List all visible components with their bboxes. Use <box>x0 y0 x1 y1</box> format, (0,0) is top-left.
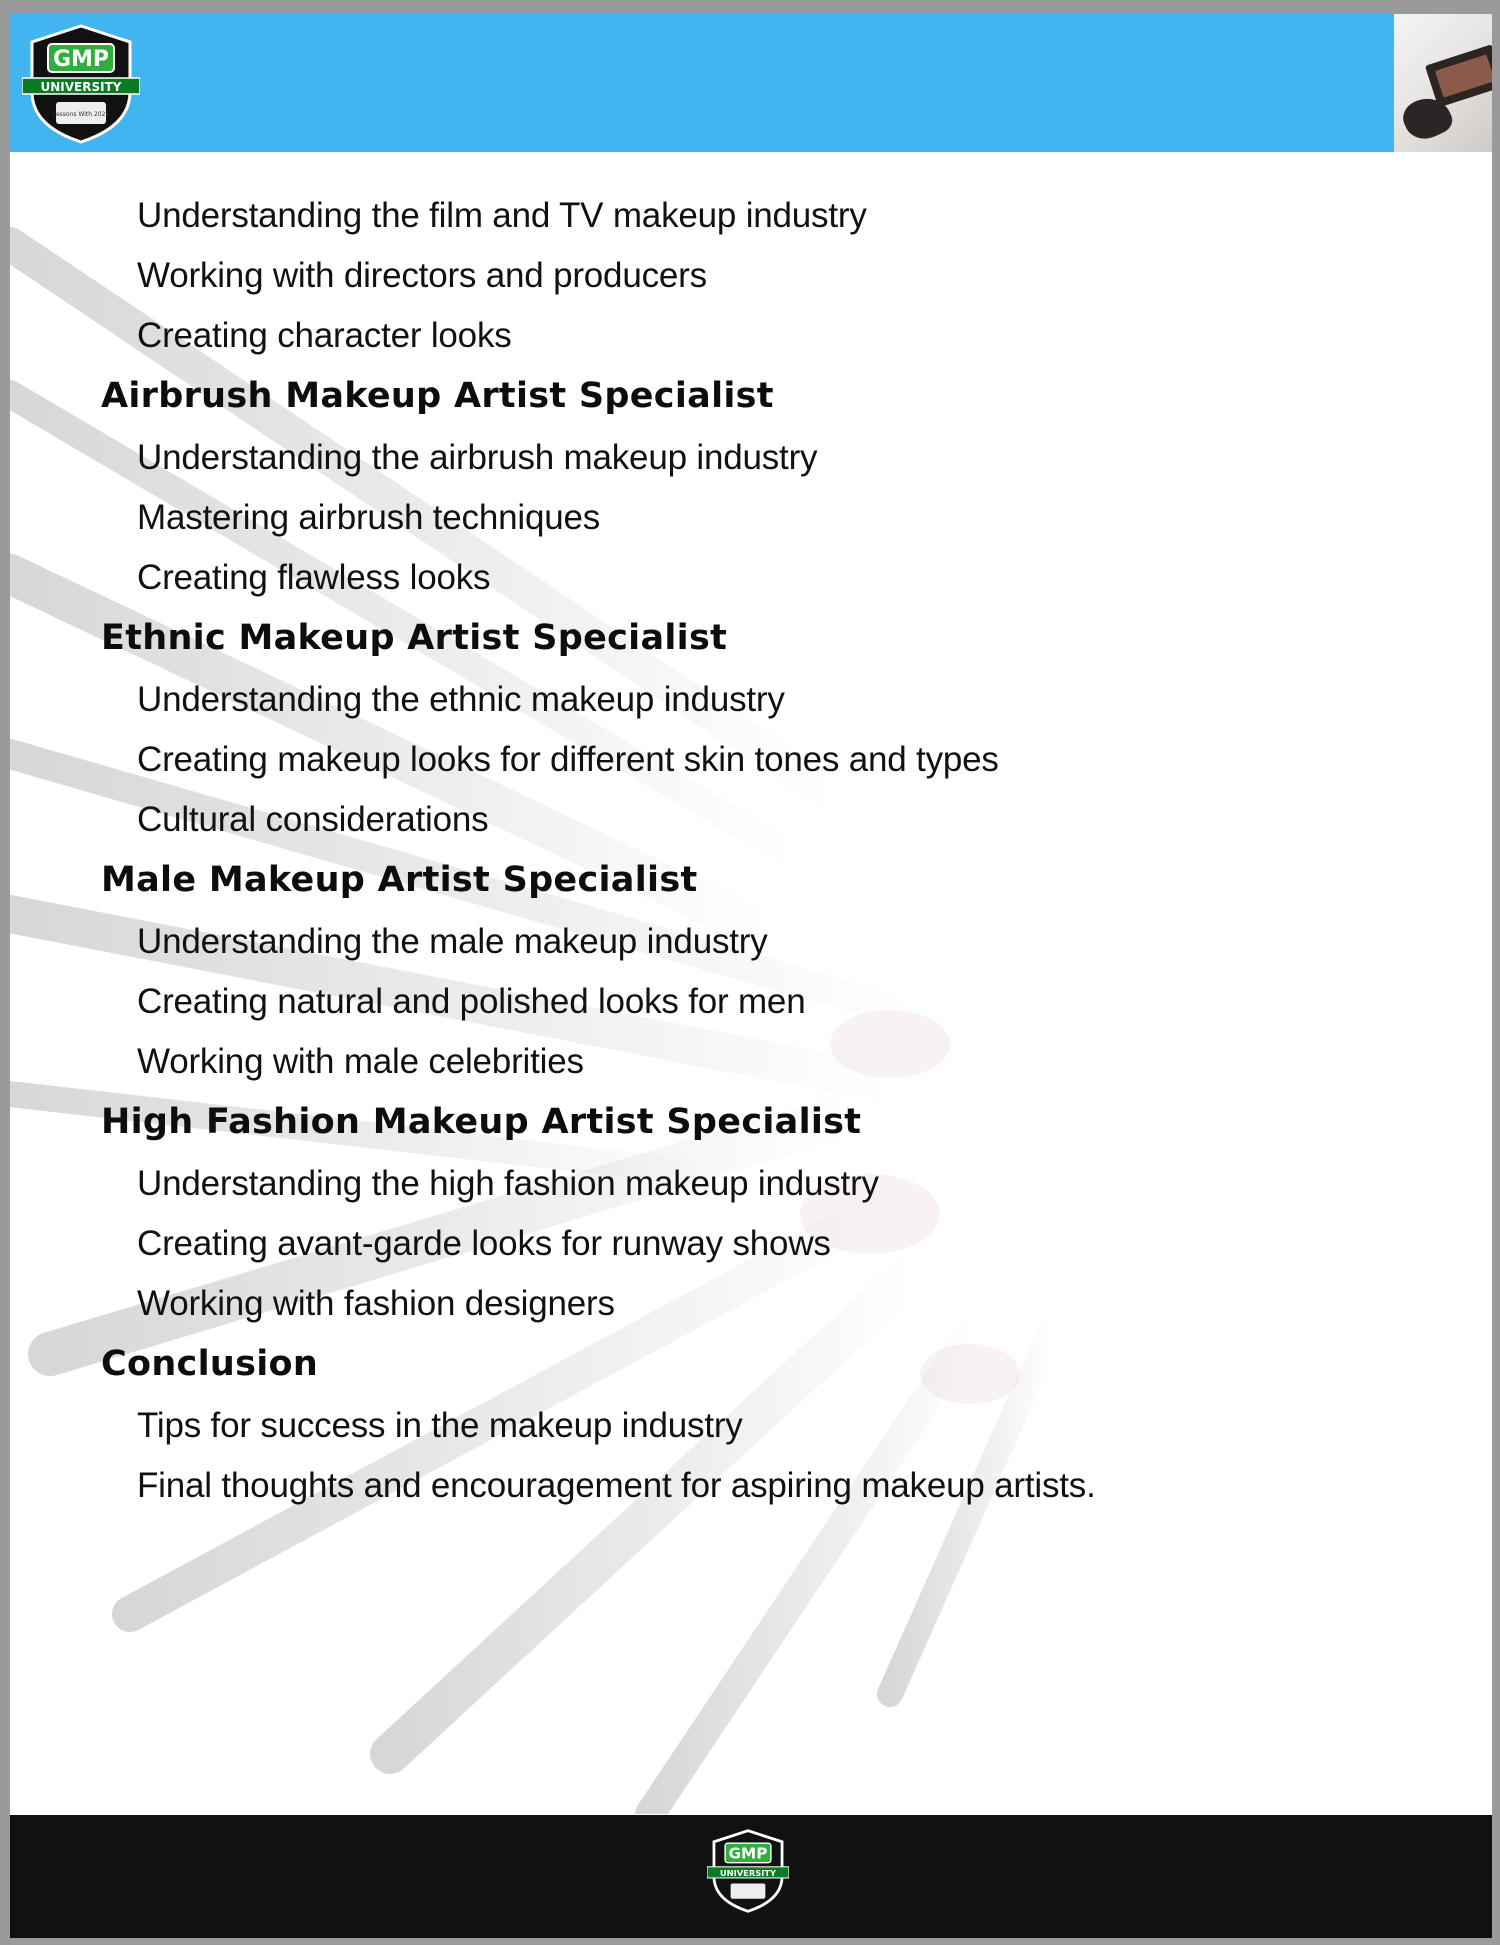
outline-item: Working with directors and producers <box>137 256 707 295</box>
section-heading: Conclusion <box>101 1344 319 1384</box>
gmp-university-logo <box>22 22 140 146</box>
outline-item: Understanding the male makeup industry <box>137 922 768 961</box>
header-bar <box>10 14 1492 152</box>
laptop-icon <box>1425 44 1492 107</box>
document-page <box>10 14 1492 1938</box>
outline-item: Final thoughts and encouragement for aspiring makeup artists. <box>137 1466 1096 1505</box>
gmp-university-badge-icon <box>707 1826 789 1916</box>
section-heading: High Fashion Makeup Artist Specialist <box>101 1102 862 1142</box>
outline-content <box>10 152 1492 1812</box>
outline-item: Understanding the airbrush makeup industry <box>137 438 818 477</box>
outline-item: Creating makeup looks for different skin tones and types <box>137 740 999 779</box>
laptop-photo <box>1394 14 1492 152</box>
section-heading: Airbrush Makeup Artist Specialist <box>101 376 774 416</box>
outline-item: Creating character looks <box>137 316 512 355</box>
outline-item: Understanding the ethnic makeup industry <box>137 680 785 719</box>
outline-item: Working with male celebrities <box>137 1042 584 1081</box>
section-heading: Male Makeup Artist Specialist <box>101 860 698 900</box>
outline-item: Creating avant-garde looks for runway shows <box>137 1224 831 1263</box>
outline-item: Creating flawless looks <box>137 558 491 597</box>
outline-item: Understanding the high fashion makeup industry <box>137 1164 879 1203</box>
footer-logo-name-text: UNIVERSITY <box>719 1867 777 1878</box>
outline-item: Working with fashion designers <box>137 1284 615 1323</box>
outline-item: Creating natural and polished looks for men <box>137 982 806 1021</box>
outline-item: Mastering airbrush techniques <box>137 498 601 537</box>
footer-logo-brand-text: GMP <box>728 1844 768 1863</box>
outline-item: Understanding the film and TV makeup industry <box>137 196 867 235</box>
logo-motto-text: Lessons With 2025 <box>52 111 110 118</box>
outline-item: Cultural considerations <box>137 800 489 839</box>
logo-name-text: UNIVERSITY <box>40 80 122 94</box>
outline-item: Tips for success in the makeup industry <box>137 1406 743 1445</box>
logo-brand-text: GMP <box>52 47 110 72</box>
section-heading: Ethnic Makeup Artist Specialist <box>101 618 728 658</box>
